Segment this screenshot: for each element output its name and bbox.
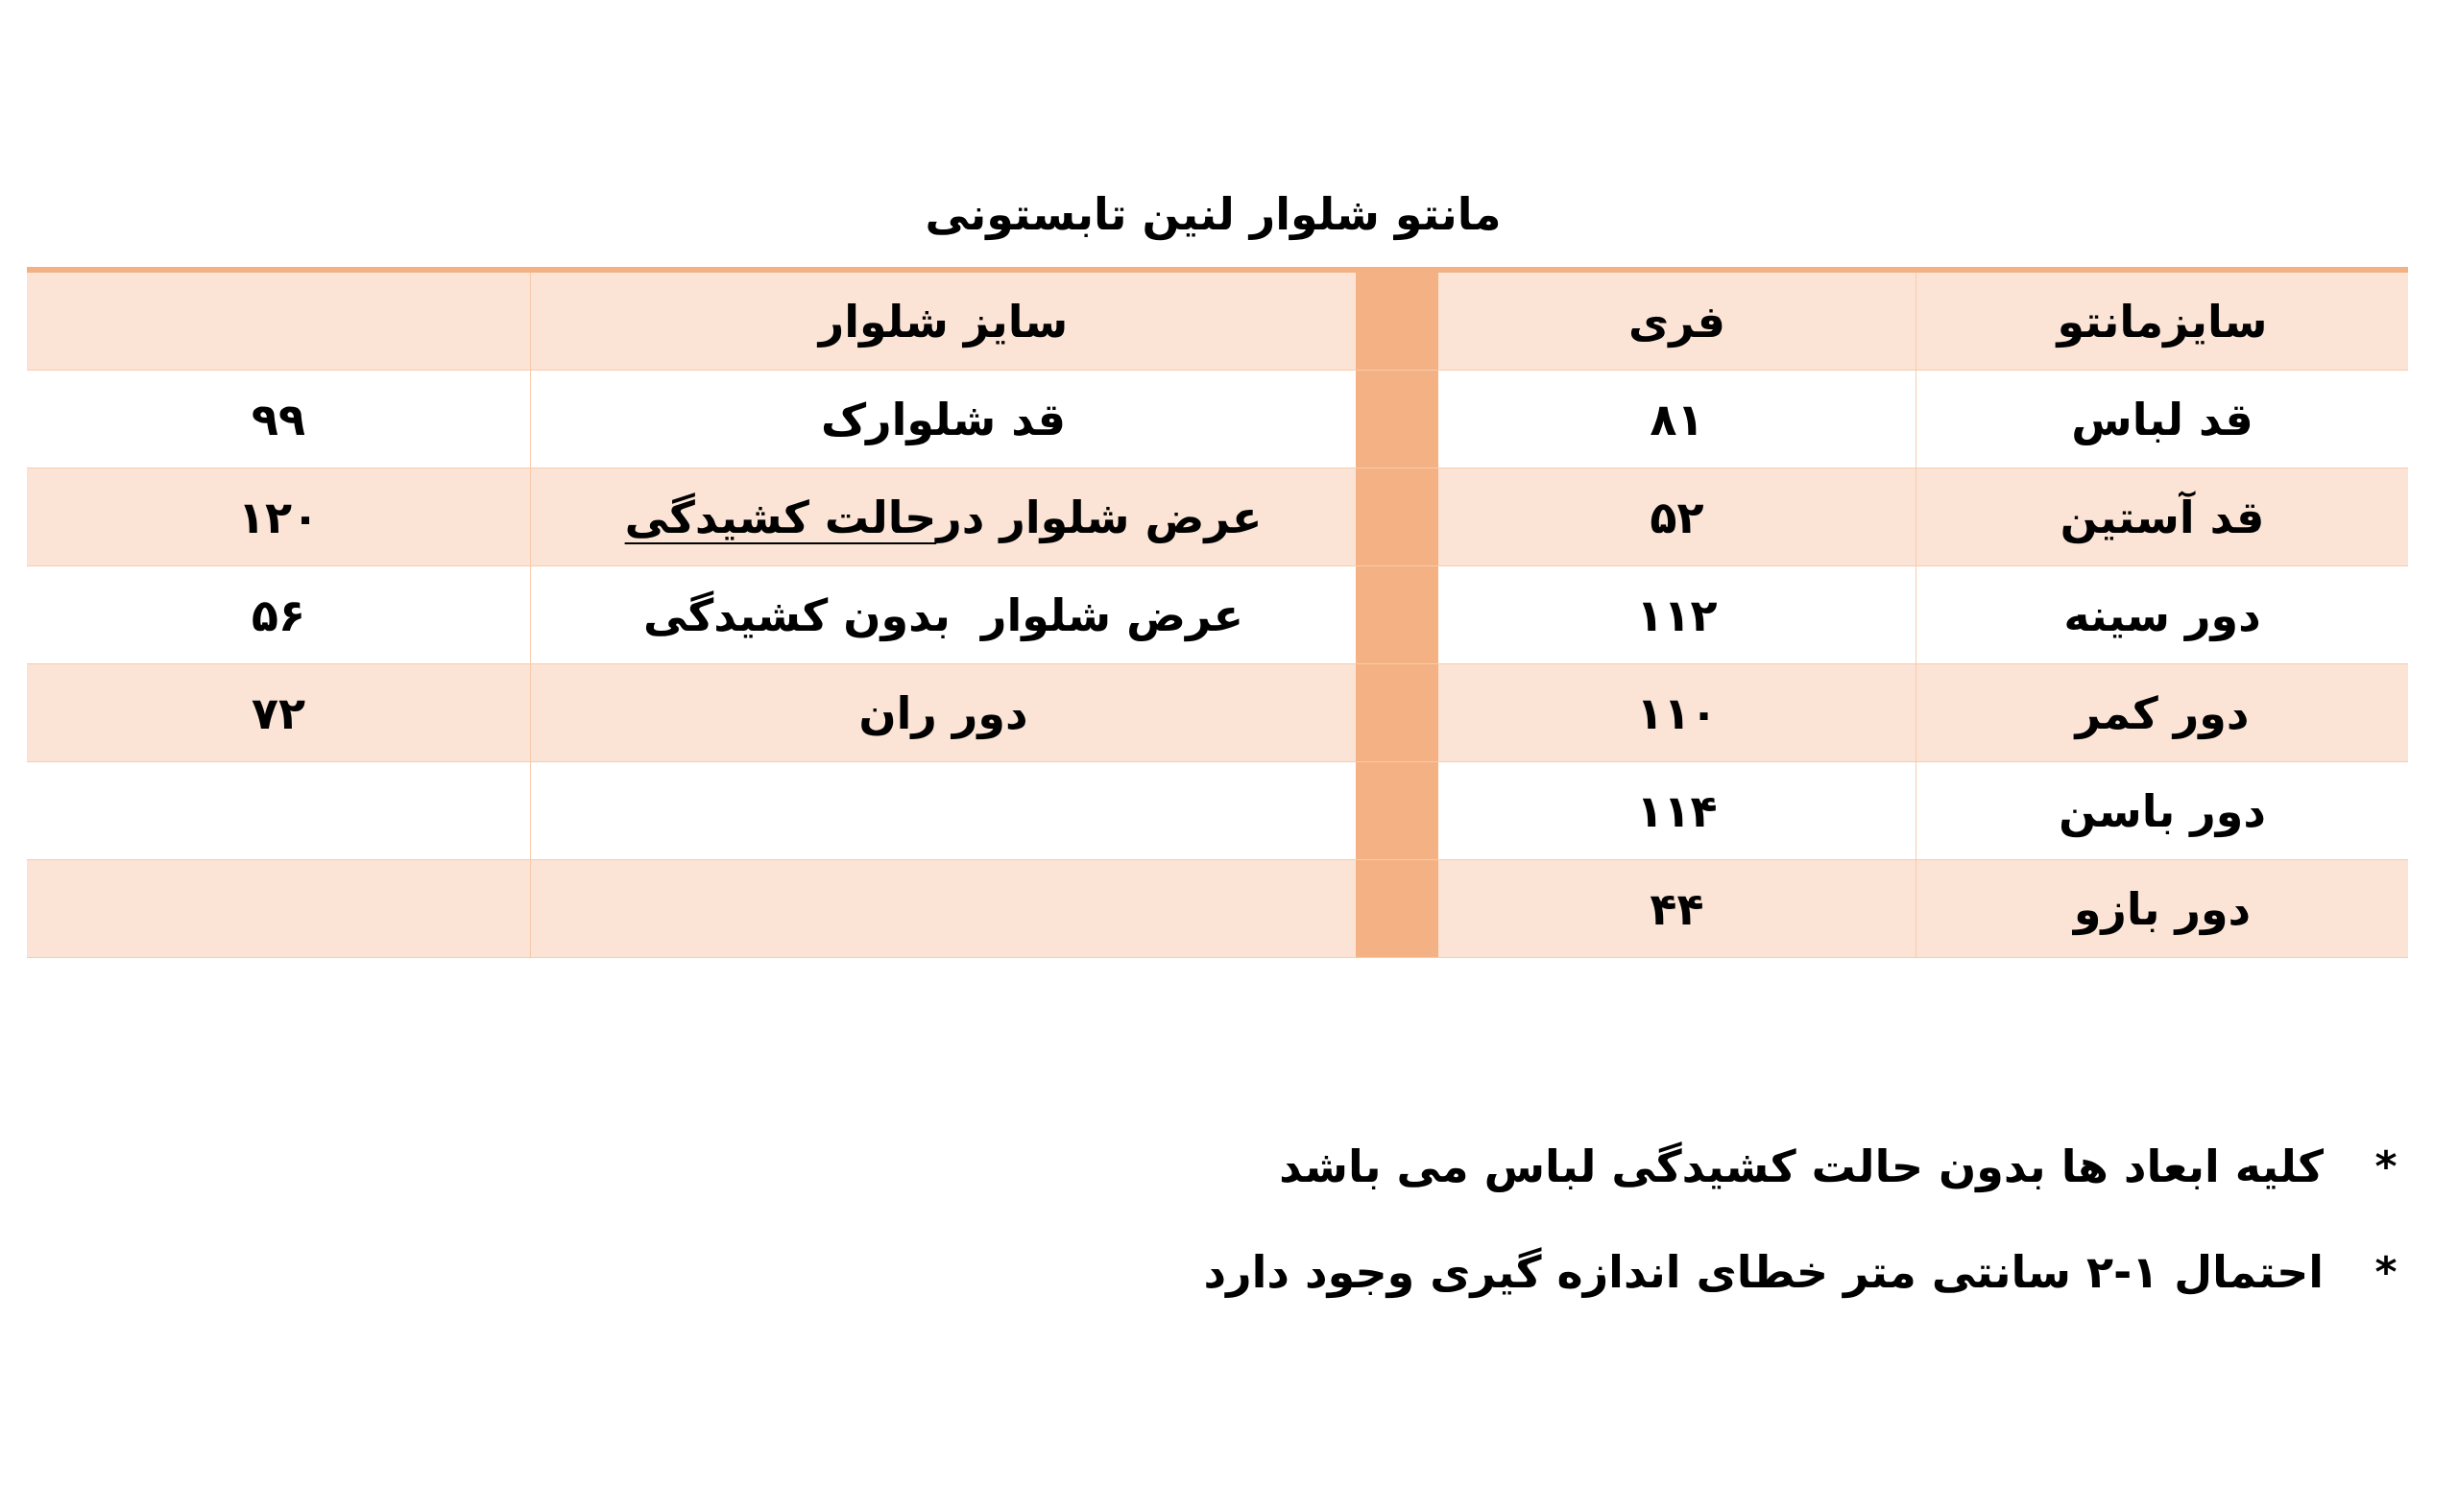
manteau-value: ۵۲: [1650, 491, 1704, 543]
notes-list: [1066, 1114, 2410, 1325]
manteau-header-value: فری: [1628, 295, 1725, 348]
table-row: [27, 566, 2408, 664]
note-text: احتمال ۱-۲ سانتی متر خطای اندازه گیری وجود دارد: [1203, 1246, 2324, 1298]
table-row: [27, 664, 2408, 762]
note-item: [1066, 1114, 2410, 1219]
asterisk-icon: *: [2374, 1247, 2398, 1297]
manteau-label: دور بازو: [1916, 860, 2408, 957]
pants-label: دور ران: [530, 664, 1356, 761]
column-divider: [1356, 664, 1438, 761]
size-table: [27, 267, 2408, 958]
pants-value: ۹۹: [251, 393, 306, 445]
page-title: مانتو شلوار لنین تابستونی: [925, 188, 1502, 240]
table-row: [27, 371, 2408, 468]
table-row: [27, 860, 2408, 958]
pants-value: [27, 860, 530, 957]
column-divider: [1356, 762, 1438, 859]
column-divider: [1356, 273, 1438, 370]
asterisk-icon: *: [2374, 1141, 2398, 1191]
manteau-value: ۴۴: [1650, 882, 1704, 935]
manteau-value: ۱۱۲: [1636, 588, 1718, 641]
manteau-label: دور باسن: [1916, 762, 2408, 859]
note-text: کلیه ابعاد ها بدون حالت کشیدگی لباس می باشد: [1279, 1140, 2324, 1192]
column-divider: [1356, 566, 1438, 663]
manteau-label: دور کمر: [1916, 664, 2408, 761]
pants-value: [27, 762, 530, 859]
pants-label: [530, 762, 1356, 859]
pants-label: [530, 860, 1356, 957]
manteau-label: دور سینه: [1916, 566, 2408, 663]
column-divider: [1356, 860, 1438, 957]
note-item: [1066, 1219, 2410, 1325]
pants-header-value: [27, 273, 530, 370]
manteau-label: قد آستین: [1916, 468, 2408, 565]
pants-value: ۵۶: [251, 588, 306, 641]
pants-header-label: سایز شلوار: [530, 273, 1356, 370]
pants-label-main: عرض شلوار در: [936, 491, 1263, 543]
manteau-value: ۸۱: [1650, 393, 1704, 445]
pants-label-underlined: حالت کشیدگی: [624, 491, 937, 543]
table-header-row: [27, 273, 2408, 371]
column-divider: [1356, 371, 1438, 468]
pants-label: قد شلوارک: [530, 371, 1356, 468]
manteau-label: قد لباس: [1916, 371, 2408, 468]
manteau-header-label: سایزمانتو: [1916, 273, 2408, 370]
manteau-value: ۱۱۴: [1636, 784, 1718, 837]
table-row: [27, 762, 2408, 860]
column-divider: [1356, 468, 1438, 565]
manteau-value: ۱۱۰: [1636, 686, 1718, 739]
table-row: [27, 468, 2408, 566]
pants-value: ۱۲۰: [237, 491, 320, 543]
pants-value: ۷۲: [251, 686, 306, 739]
pants-label: [530, 468, 1356, 565]
pants-label: عرض شلوار بدون کشیدگی: [530, 566, 1356, 663]
